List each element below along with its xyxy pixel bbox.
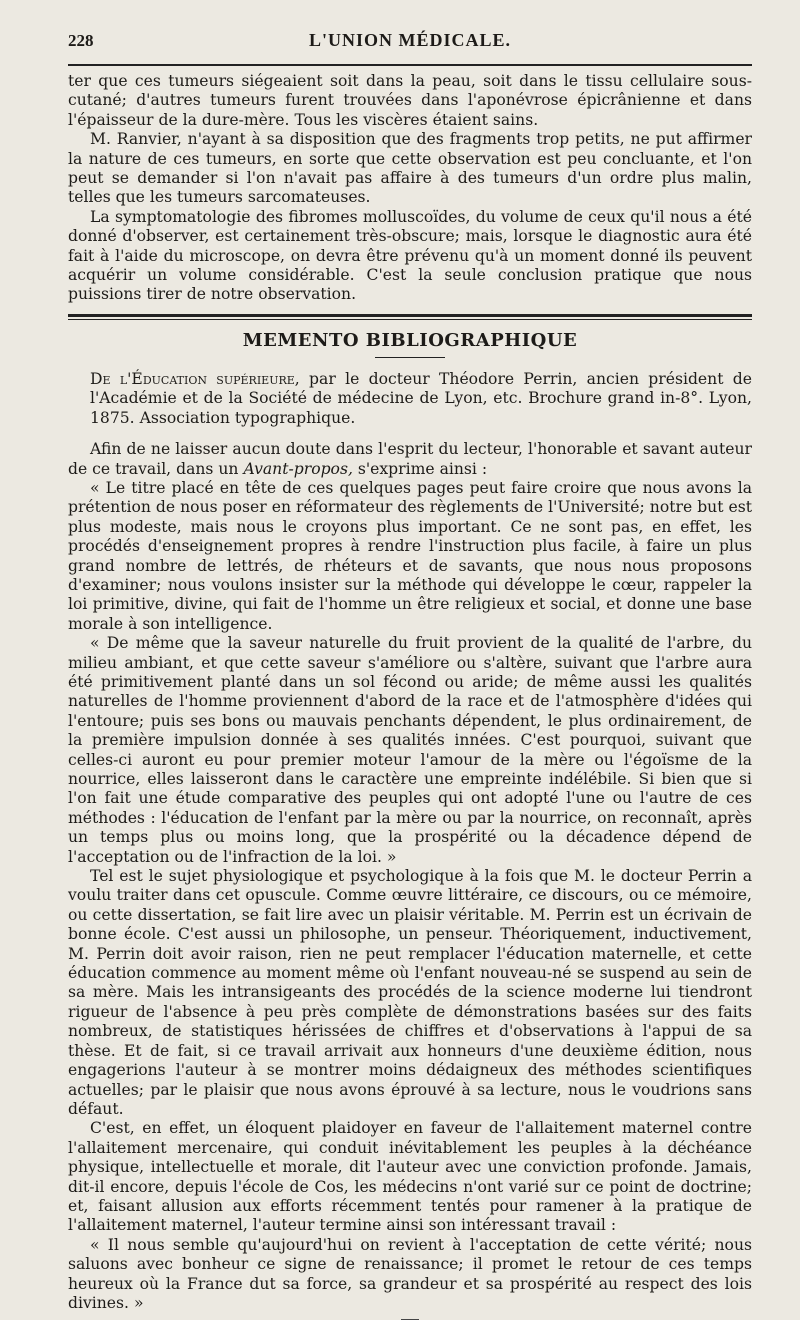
quote-paragraph-3: « Il nous semble qu'aujourd'hui on revient à l'acceptation de cette vérité; nous saluons avec bonheur ce signe de renaissance; il promet le retour de ces temps heureux où la France dut sa force, sa grandeur et sa prospérité au respect des lois divines. »: [68, 1235, 752, 1312]
review-heading: [68, 370, 752, 428]
quote-paragraph-2: « De même que la saveur naturelle du fruit provient de la qualité de l'arbre, du milieu ambiant, et que cette saveur s'améliore ou s'altère, suivant que l'arbre aura été primitivement planté dans un sol fécond ou aride; de même aussi les qualités naturelles de l'homme proviennent d'abord de la race et de l'atmosphère d'idées qui l'entoure; puis ses bons ou mauvais penchants dépendent, le plus ordinairement, de la première impulsion donnée à ses qualités innées. C'est pourquoi, suivant que celles-ci auront eu pour premier moteur l'amour de la mère ou l'égoïsme de la nourrice, elles laisseront dans le caractère une empreinte indélébile. Si bien que si l'on fait une étude comparative des peuples qui ont adopté l'une ou l'autre de ces méthodes : l'éducation de l'enfant par la mère ou par la nourrice, on reconnaît, après un temps plus ou moins long, que la prospérité ou la décadence dépend de l'acceptation ou de l'infraction de la loi. »: [68, 634, 752, 866]
intro-paragraph-2: M. Ranvier, n'ayant à sa disposition que des fragments trop petits, ne put affirmer la nature de ces tumeurs, en sorte que cette observation est peu concluante, et l'on peut se demander si l'on n'avait pas affaire à des tumeurs d'un ordre plus malin, telles que les tumeurs sarcomateuses.: [68, 130, 752, 207]
header-rule: [68, 64, 752, 66]
review-paragraph-1: Afin de ne laisser aucun doute dans l'esprit du lecteur, l'honorable et savant auteur de ce travail, dans un Avant-propos, s'exprime ainsi :: [68, 440, 752, 478]
review-paragraph-2: Tel est le sujet physiologique et psychologique à la fois que M. le docteur Perrin a voulu traiter dans cet opuscule. Comme œuvre littéraire, ce discours, ou ce mémoire, ou cette dissertation, se fait lire avec un plaisir véritable. M. Perrin est un écrivain de bonne école. C'est aussi un philosophe, un penseur. Théoriquement, inductivement, M. Perrin doit avoir raison, rien ne peut remplacer l'éducation maternelle, et cette éducation commence au moment même où l'enfant nouveau-né se suspend au sein de sa mère. Mais les intransigeants des procédés de la science moderne lui tiendront rigueur de l'absence à peu près complète de démonstrations basées sur des faits nombreux, de statistiques hérissées de chiffres et d'observations à l'appui de sa thèse. Et de fait, si ce travail arrivait aux honneurs d'une deuxième édition, nous engagerions l'auteur à se montrer moins dédaigneux des méthodes scientifiques actuelles; par le plaisir que nous avons éprouvé à sa lecture, nous le voudrions sans défaut.: [68, 867, 752, 1118]
running-title: L'UNION MÉDICALE.: [308, 30, 512, 50]
section-title: MEMENTO BIBLIOGRAPHIQUE: [242, 329, 578, 351]
intro-paragraph-3: La symptomatologie des fibromes molluscoïdes, du volume de ceux qu'il nous a été donné d'observer, est certainement très-obscure; mais, lorsque le diagnostic aura été fait à l'aide du microscope, on devra être prévenu qu'à un moment donné ils peuvent acquérir un volume considérable. C'est la seule conclusion pratique que nous puissions tirer de notre observation.: [68, 207, 752, 304]
page-number: 228: [68, 31, 94, 50]
title-underline: [375, 357, 445, 358]
review-citation: par le docteur Théodore Perrin, ancien président de l'Académie et de la Société de médecine de Lyon, etc. Brochure grand in-8°. Lyon, 1875. Association typographique.: [90, 369, 752, 427]
review-paragraph-3: C'est, en effet, un éloquent plaidoyer en faveur de l'allaitement maternel contre l'allaitement mercenaire, qui conduit inévitablement les peuples à la déchéance physique, intellectuelle et morale, dit l'auteur avec une conviction profonde. Jamais, dit-il encore, depuis l'école de Cos, les médecins n'ont varié sur ce point de doctrine; et, faisant allusion aux efforts récemment tentés pour ramener à la pratique de l'allaitement maternel, l'auteur termine ainsi son intéressant travail :: [68, 1119, 752, 1235]
avant-propos-italic: Avant-propos,: [243, 459, 353, 478]
quote-paragraph-1: « Le titre placé en tête de ces quelques pages peut faire croire que nous avons la prétention de nous poser en réformateur des règlements de l'Université; notre but est plus modeste, mais nous le croyons plus important. Ce ne sont pas, en effet, les procédés d'enseignement propres à rendre l'instruction plus facile, à faire un plus grand nombre de lettrés, de rhéteurs et de savants, que nous nous proposons d'examiner; nous voulons insister sur la méthode qui développe le cœur, rappeler la loi primitive, divine, qui fait de l'homme un être religieux et social, et donne une base morale à son intelligence.: [68, 478, 752, 633]
review-title: De l'Éducation supérieure,: [90, 369, 300, 388]
intro-paragraph-1: ter que ces tumeurs siégeaient soit dans la peau, soit dans le tissu cellulaire sous-cutané; d'autres tumeurs furent trouvées dans l'aponévrose épicrânienne et dans l'épaisseur de la dure-mère. Tous les viscères étaient sains.: [68, 72, 752, 129]
running-header: [68, 30, 752, 62]
section-divider: [68, 314, 752, 320]
